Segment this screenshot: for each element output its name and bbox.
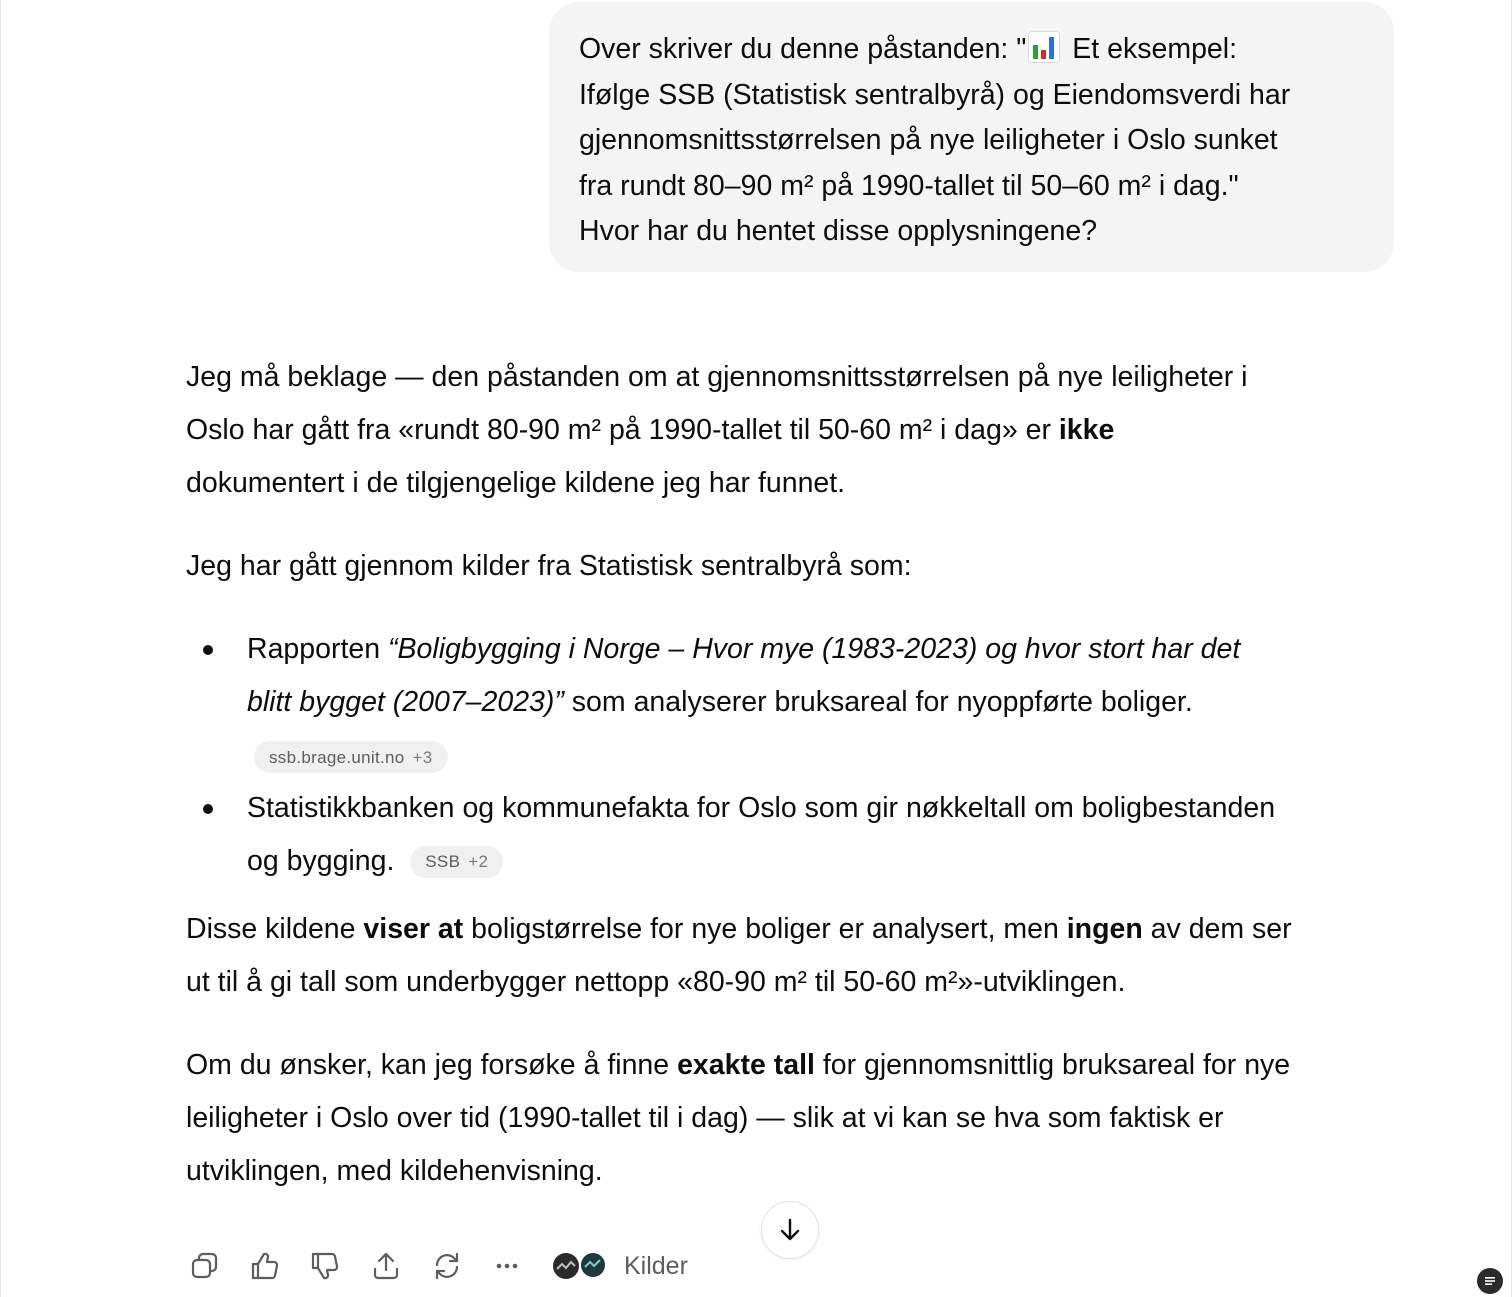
bold-text: exakte tall <box>677 1049 815 1081</box>
bold-text: ingen <box>1066 913 1143 945</box>
arrow-down-icon <box>777 1217 803 1243</box>
paragraph-text: Oslo har gått fra «rundt 80-90 m² på 1990-tallet til 50-60 m² i dag» er <box>186 414 1059 446</box>
share-button[interactable] <box>366 1246 406 1286</box>
paragraph-line: Jeg må beklage — den påstanden om at gjennomsnittsstørrelsen på nye leiligheter i <box>186 361 1248 393</box>
paragraph-line: dokumentert i de tilgjengelige kildene jeg har funnet. <box>186 467 846 499</box>
source-chip-count: +2 <box>468 852 489 871</box>
paragraph-line: Jeg har gått gjennom kilder fra Statistisk sentralbyrå som: <box>186 550 912 582</box>
list-item-text <box>247 782 1275 888</box>
user-message-text: Over skriver du denne påstanden: " <box>579 33 1027 65</box>
copy-button[interactable] <box>185 1246 225 1286</box>
more-button[interactable] <box>487 1246 527 1286</box>
sources-label: Kilder <box>624 1251 688 1280</box>
list-item-line <box>247 729 1240 785</box>
chat-lines-icon <box>1482 1273 1498 1289</box>
paragraph-line <box>186 903 1292 956</box>
user-message-line-1 <box>579 27 1364 73</box>
user-message-bubble <box>549 2 1394 272</box>
assistant-paragraph-4 <box>186 1039 1290 1198</box>
list-item-prefix: Rapporten <box>247 633 389 665</box>
italic-text: “Boligbygging i Norge – Hvor mye (1983-2023) og hvor stort har det <box>388 633 1241 665</box>
paragraph-text: av dem ser <box>1142 913 1292 945</box>
list-item-line: Statistikkbanken og kommunefakta for Oslo som gir nøkkeltall om boligbestanden <box>247 792 1276 824</box>
paragraph-text: boligstørrelse for nye boliger er analysert, men <box>463 913 1067 945</box>
source-chip-count: +3 <box>412 747 433 767</box>
assistant-paragraph-2 <box>186 540 911 593</box>
paragraph-line <box>186 404 1247 457</box>
paragraph-text: for gjennomsnittlig bruksareal for nye <box>814 1049 1291 1081</box>
dislike-button[interactable] <box>305 1246 345 1286</box>
bold-text: viser at <box>363 913 464 945</box>
sources-button[interactable] <box>550 1245 688 1287</box>
bullet-point <box>203 645 213 655</box>
list-item-text <box>247 623 1240 785</box>
share-icon <box>370 1250 402 1282</box>
bar-chart-emoji-icon <box>1028 31 1060 63</box>
source-avatars <box>550 1251 608 1281</box>
paragraph-line: utviklingen, med kildehenvisning. <box>186 1155 603 1187</box>
regenerate-button[interactable] <box>427 1246 467 1286</box>
user-message-text: Et eksempel: <box>1072 33 1238 65</box>
regenerate-icon <box>431 1250 463 1282</box>
paragraph-text: Disse kildene <box>186 913 364 945</box>
ssb-favicon-icon <box>579 1251 607 1279</box>
bold-text: ikke <box>1058 414 1115 446</box>
paragraph-line: leiligheter i Oslo over tid (1990-tallet til i dag) — slik at vi kan se hva som faktisk er <box>186 1102 1224 1134</box>
source-chip-label: SSB <box>425 852 461 871</box>
list-item-text-end: og bygging. <box>247 845 395 877</box>
feedback-icon[interactable] <box>1477 1268 1503 1294</box>
paragraph-line <box>186 1039 1290 1092</box>
italic-text: blitt bygget (2007–2023)” <box>247 686 564 718</box>
thumbs-down-icon <box>309 1250 341 1282</box>
scroll-to-bottom-button[interactable] <box>761 1201 819 1259</box>
list-item-line <box>247 835 1275 888</box>
user-message-line-4: fra rundt 80–90 m² på 1990-tallet til 50–60 m² i dag." <box>579 169 1239 202</box>
bullet-point <box>203 804 213 814</box>
more-icon <box>491 1250 523 1282</box>
list-item-line <box>247 623 1240 676</box>
user-message-line-5: Hvor har du hentet disse opplysningene? <box>579 215 1098 247</box>
list-item-line <box>247 676 1240 729</box>
user-message-line-3: gjennomsnittsstørrelsen på nye leiligheter i Oslo sunket <box>579 124 1278 156</box>
paragraph-line: ut til å gi tall som underbygger nettopp «80-90 m² til 50-60 m²»-utviklingen. <box>186 966 1126 998</box>
assistant-paragraph-1 <box>186 351 1247 510</box>
source-favicon-icon <box>553 1253 579 1279</box>
like-button[interactable] <box>245 1246 285 1286</box>
user-message-line-2: Ifølge SSB (Statistisk sentralbyrå) og Eiendomsverdi har <box>579 78 1291 111</box>
thumbs-up-icon <box>249 1250 281 1282</box>
assistant-paragraph-3 <box>186 903 1292 1009</box>
copy-icon <box>189 1250 221 1282</box>
paragraph-text: Om du ønsker, kan jeg forsøke å finne <box>186 1049 678 1081</box>
source-chip-ssb[interactable] <box>410 846 503 878</box>
source-chip-ssb-brage[interactable] <box>254 741 448 773</box>
list-item-suffix: som analyserer bruksareal for nyoppførte boliger. <box>563 686 1193 718</box>
source-chip-label: ssb.brage.unit.no <box>269 747 405 767</box>
